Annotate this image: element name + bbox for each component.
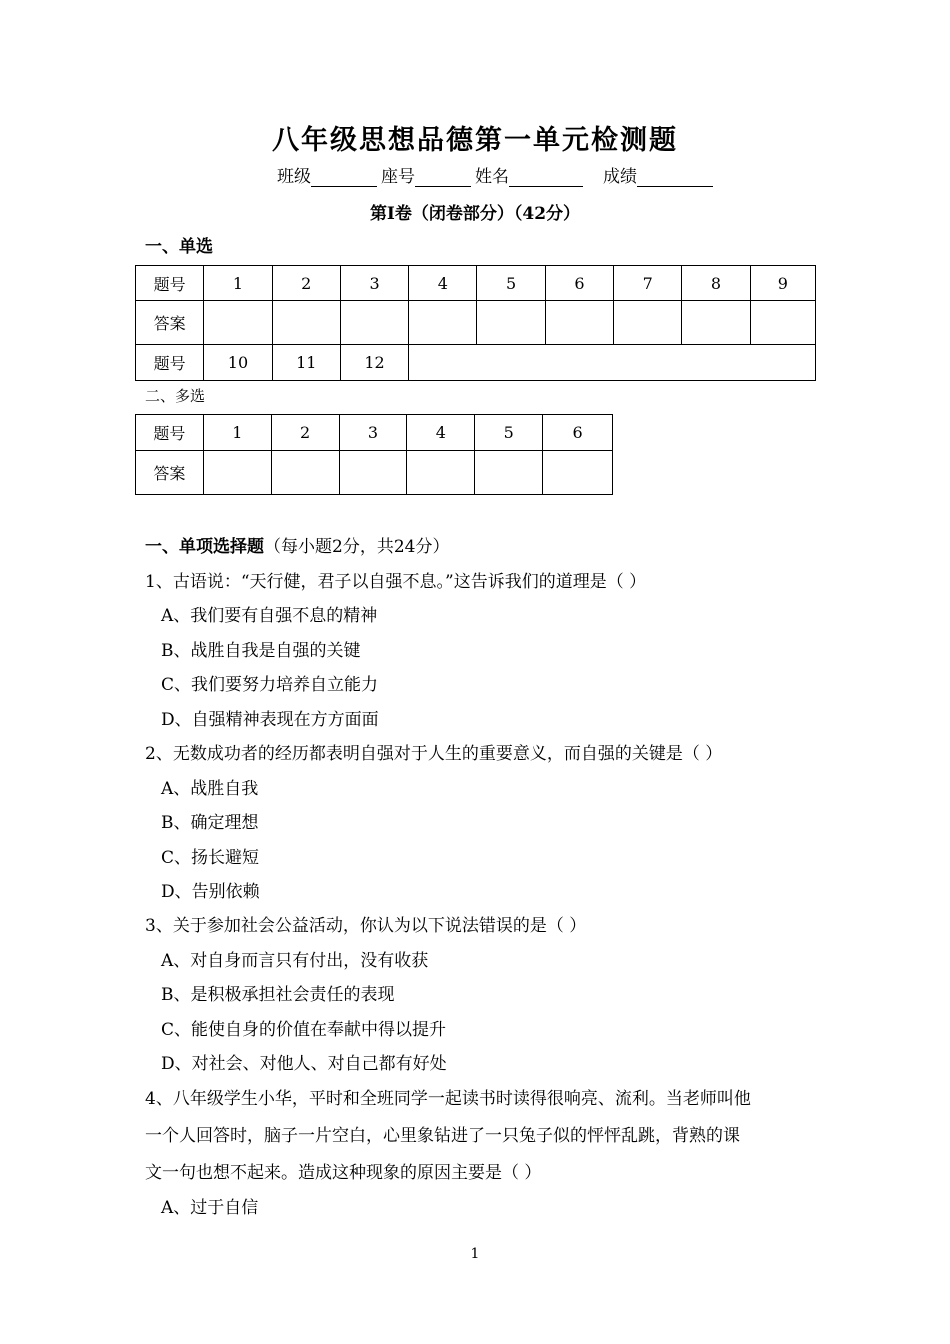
table-cell: 2 [272,266,340,301]
table-cell: 6 [545,266,613,301]
question-3-option-d: D、对社会、对他人、对自己都有好处 [161,1054,447,1074]
answer-cell[interactable] [271,451,339,495]
table-cell: 题号 [136,345,204,381]
question-3-option-a: A、对自身而言只有付出，没有收获 [161,951,429,971]
question-3-option-c: C、能使自身的价值在奉献中得以提升 [161,1020,447,1040]
table-row [136,345,816,381]
question-3-option-b: B、是积极承担社会责任的表现 [161,985,395,1005]
answer-cell[interactable] [475,451,543,495]
table-cell: 题号 [136,415,204,451]
table-cell: 7 [614,266,682,301]
table-cell: 题号 [136,266,204,301]
table-cell: 5 [477,266,545,301]
table-cell: 答案 [136,301,204,345]
volume-heading: 第Ⅰ卷（闭卷部分）（42分） [369,204,581,224]
table-cell: 3 [340,266,408,301]
answer-cell[interactable] [614,301,682,345]
question-stem-3: 3、关于参加社会公益活动，你认为以下说法错误的是（ ） [145,916,587,936]
name-blank[interactable] [509,168,583,187]
question-1-option-a: A、我们要有自强不息的精神 [161,606,378,626]
answer-cell[interactable] [750,301,815,345]
seat-label: 座号 [381,167,415,187]
answer-cell[interactable] [543,451,613,495]
class-label: 班级 [277,167,311,187]
part-heading-note: （每小题2分，共24分） [264,537,450,557]
table-cell: 1 [204,266,272,301]
student-info-line [277,162,717,187]
score-label: 成绩 [603,167,637,187]
class-blank[interactable] [311,168,377,187]
question-stem-4-line-2: 一个人回答时，脑子一片空白，心里象钻进了一只兔子似的怦怦乱跳，背熟的课 [145,1126,740,1146]
question-4-option-a: A、过于自信 [161,1198,259,1218]
answer-cell[interactable] [340,301,408,345]
table-cell: 9 [750,266,815,301]
table-cell: 10 [204,345,272,381]
answer-cell[interactable] [477,301,545,345]
question-1-option-b: B、战胜自我是自强的关键 [161,641,361,661]
table-cell: 2 [271,415,339,451]
part-heading-title: 一、单项选择题 [145,537,264,557]
question-stem-2: 2、无数成功者的经历都表明自强对于人生的重要意义，而自强的关键是（ ） [145,744,723,764]
answer-cell[interactable] [339,451,407,495]
table-cell: 4 [409,266,477,301]
table-row [136,451,613,495]
table-row [136,301,816,345]
question-2-option-b: B、确定理想 [161,813,259,833]
answer-cell[interactable] [407,451,475,495]
table-cell: 4 [407,415,475,451]
table-row [136,266,816,301]
table-cell: 答案 [136,451,204,495]
section-single-label: 一、单选 [145,237,213,257]
page-title: 八年级思想品德第一单元检测题 [272,125,678,156]
question-stem-1: 1、古语说：“天行健，君子以自强不息。”这告诉我们的道理是（ ） [145,572,647,592]
seat-blank[interactable] [415,168,471,187]
page-number: 1 [470,1246,480,1262]
answer-cell[interactable] [272,301,340,345]
table-cell: 12 [340,345,408,381]
question-2-option-d: D、告别依赖 [161,882,260,902]
answer-cell[interactable] [409,301,477,345]
score-blank[interactable] [637,168,713,187]
table-cell: 6 [543,415,613,451]
table-cell: 11 [272,345,340,381]
table-cell: 3 [339,415,407,451]
question-stem-4-line-3: 文一句也想不起来。造成这种现象的原因主要是（ ） [145,1163,542,1183]
answer-cell[interactable] [545,301,613,345]
single-choice-answer-table [135,265,816,381]
table-cell: 5 [475,415,543,451]
question-2-option-c: C、扬长避短 [161,848,260,868]
question-1-option-c: C、我们要努力培养自立能力 [161,675,379,695]
question-1-option-d: D、自强精神表现在方方面面 [161,710,379,730]
answer-cell[interactable] [204,301,272,345]
section-multi-label: 二、多选 [145,387,206,405]
name-label: 姓名 [475,167,509,187]
answer-cell[interactable] [203,451,271,495]
answer-cell-merged[interactable] [409,345,816,381]
table-cell: 8 [682,266,750,301]
answer-cell[interactable] [682,301,750,345]
question-2-option-a: A、战胜自我 [161,779,259,799]
question-stem-4-line-1: 4、八年级学生小华，平时和全班同学一起读书时读得很响亮、流利。当老师叫他 [145,1089,751,1109]
multi-choice-answer-table [135,414,613,495]
table-row [136,415,613,451]
part-heading [145,532,449,557]
table-cell: 1 [203,415,271,451]
